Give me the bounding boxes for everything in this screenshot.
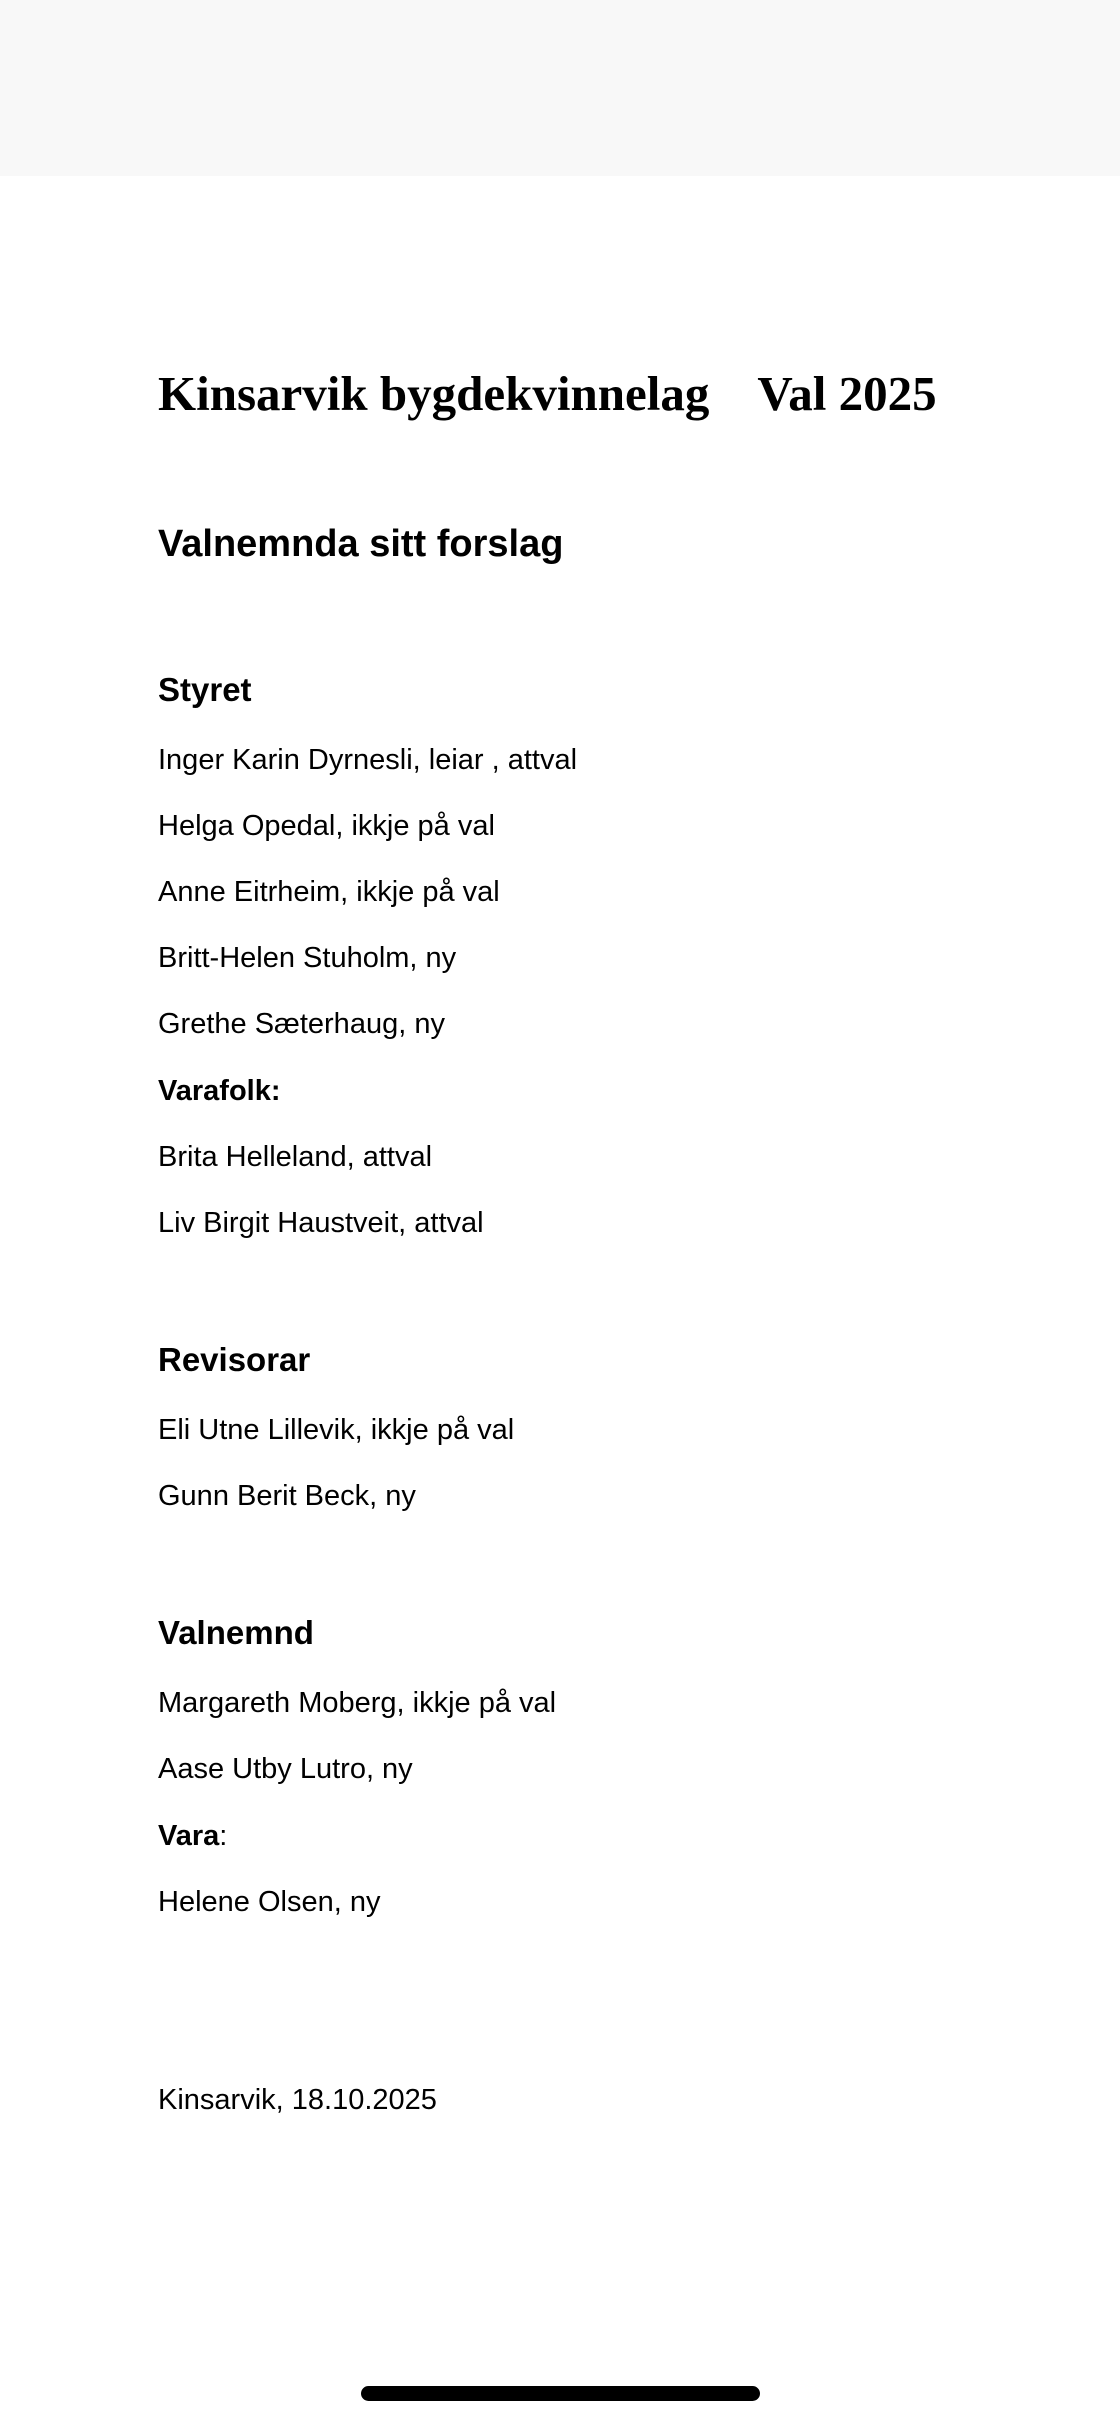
substitutes-label-styret: Varafolk: (158, 1075, 281, 1107)
home-indicator[interactable] (361, 2386, 760, 2401)
list-item: Margareth Moberg, ikkje på val (158, 1687, 557, 1719)
section-heading-revisorar: Revisorar (158, 1341, 311, 1378)
list-item: Eli Utne Lillevik, ikkje på val (158, 1414, 515, 1446)
substitutes-label-valnemnd: Vara: (158, 1820, 228, 1852)
election-year-label: Val 2025 (757, 366, 937, 421)
top-bar (0, 0, 1120, 176)
section-heading-valnemnd: Valnemnd (158, 1614, 314, 1651)
list-item: Gunn Berit Beck, ny (158, 1480, 416, 1512)
place-and-date: Kinsarvik, 18.10.2025 (158, 2084, 437, 2116)
list-item: Inger Karin Dyrnesli, leiar , attval (158, 744, 578, 776)
list-item: Liv Birgit Haustveit, attval (158, 1207, 484, 1239)
list-item: Helene Olsen, ny (158, 1886, 381, 1918)
list-item: Aase Utby Lutro, ny (158, 1753, 413, 1785)
list-item: Grethe Sæterhaug, ny (158, 1008, 445, 1040)
document-subtitle: Valnemnda sitt forslag (158, 523, 564, 565)
section-heading-styret: Styret (158, 671, 252, 708)
list-item: Helga Opedal, ikkje på val (158, 810, 495, 842)
list-item: Britt-Helen Stuholm, ny (158, 942, 457, 974)
list-item: Anne Eitrheim, ikkje på val (158, 876, 500, 908)
organization-name: Kinsarvik bygdekvinnelag (158, 366, 710, 421)
document-title (158, 362, 937, 426)
list-item: Brita Helleland, attval (158, 1141, 433, 1173)
